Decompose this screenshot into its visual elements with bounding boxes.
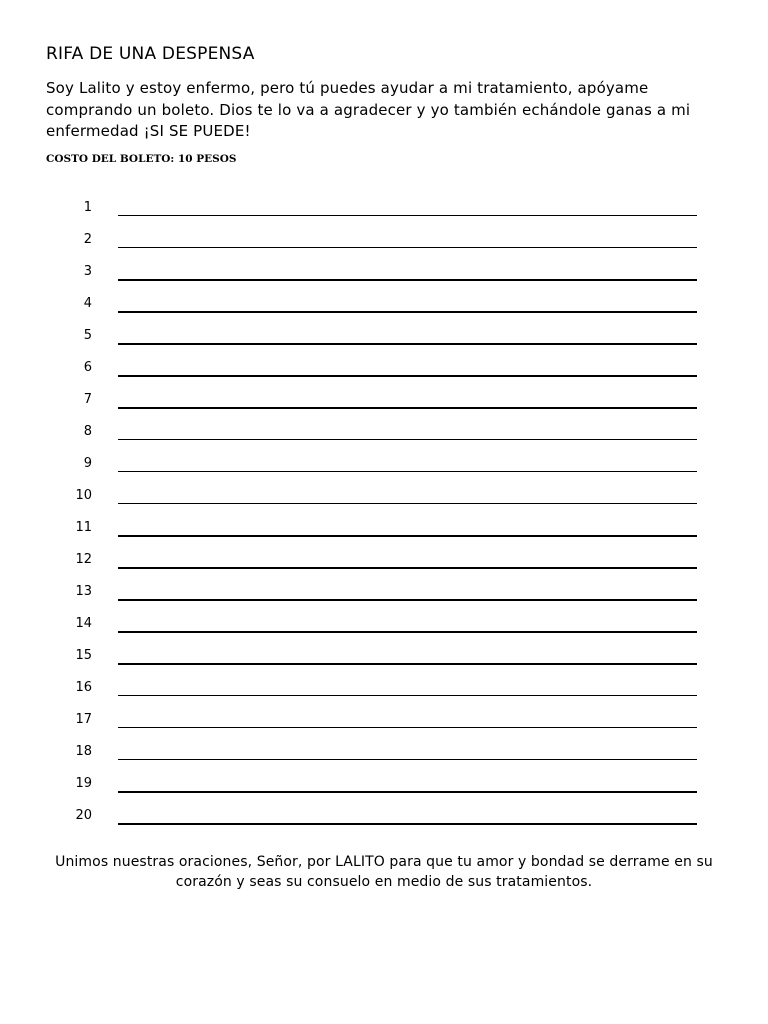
ticket-number: 3 bbox=[83, 264, 92, 279]
ticket-row bbox=[80, 292, 700, 324]
ticket-name-line[interactable] bbox=[118, 759, 697, 760]
ticket-name-line[interactable] bbox=[118, 663, 697, 665]
ticket-row bbox=[80, 388, 700, 420]
ticket-row bbox=[80, 324, 700, 356]
ticket-row bbox=[75, 516, 700, 548]
ticket-name-line[interactable] bbox=[118, 215, 697, 216]
ticket-name-line[interactable] bbox=[118, 407, 697, 409]
ticket-name-line[interactable] bbox=[118, 631, 697, 633]
ticket-number: 6 bbox=[83, 360, 92, 375]
intro-paragraph: Soy Lalito y estoy enfermo, pero tú puedes ayudar a mi tratamiento, apóyame comprando un boleto. Dios te lo va a agradecer y yo también echándole ganas a mi enfermedad ¡SI SE PUEDE! bbox=[46, 79, 691, 140]
ticket-name-line[interactable] bbox=[118, 727, 697, 728]
ticket-number: 10 bbox=[75, 488, 92, 503]
ticket-name-line[interactable] bbox=[118, 567, 697, 569]
ticket-name-line[interactable] bbox=[118, 311, 697, 313]
ticket-number: 14 bbox=[75, 616, 92, 631]
prayer-text: Unimos nuestras oraciones, Señor, por LALITO para que tu amor y bondad se derrame en su corazón y seas su consuelo en medio de sus tratamientos. bbox=[55, 854, 713, 890]
ticket-name-line[interactable] bbox=[118, 471, 697, 472]
ticket-number: 9 bbox=[83, 456, 92, 471]
ticket-row bbox=[75, 484, 700, 516]
ticket-number: 12 bbox=[75, 552, 92, 567]
ticket-row bbox=[80, 228, 700, 260]
ticket-number: 16 bbox=[75, 680, 92, 695]
ticket-number: 4 bbox=[83, 296, 92, 311]
ticket-name-line[interactable] bbox=[118, 791, 697, 793]
ticket-row bbox=[75, 804, 700, 836]
ticket-number: 7 bbox=[83, 392, 92, 407]
ticket-number: 13 bbox=[75, 584, 92, 599]
ticket-number: 5 bbox=[83, 328, 92, 343]
ticket-name-line[interactable] bbox=[118, 343, 697, 345]
ticket-number: 2 bbox=[83, 232, 92, 247]
ticket-name-line[interactable] bbox=[118, 503, 697, 504]
ticket-number: 15 bbox=[75, 648, 92, 663]
ticket-name-line[interactable] bbox=[118, 599, 697, 601]
ticket-number: 18 bbox=[75, 744, 92, 759]
ticket-name-line[interactable] bbox=[118, 439, 697, 440]
ticket-row bbox=[75, 708, 700, 740]
ticket-row bbox=[80, 260, 700, 292]
ticket-row bbox=[75, 580, 700, 612]
ticket-number: 11 bbox=[75, 520, 92, 535]
ticket-name-line[interactable] bbox=[118, 535, 697, 537]
ticket-row bbox=[75, 772, 700, 804]
ticket-number: 8 bbox=[83, 424, 92, 439]
ticket-number: 1 bbox=[83, 200, 92, 215]
ticket-name-line[interactable] bbox=[118, 375, 697, 377]
ticket-row bbox=[75, 644, 700, 676]
ticket-name-line[interactable] bbox=[118, 279, 697, 281]
ticket-row bbox=[75, 548, 700, 580]
ticket-row bbox=[80, 452, 700, 484]
ticket-number: 19 bbox=[75, 776, 92, 791]
ticket-row bbox=[75, 612, 700, 644]
ticket-row bbox=[80, 196, 700, 228]
ticket-cost: COSTO DEL BOLETO: 10 PESOS bbox=[46, 153, 237, 165]
ticket-list bbox=[75, 196, 700, 836]
ticket-name-line[interactable] bbox=[118, 247, 697, 248]
ticket-name-line[interactable] bbox=[118, 823, 697, 825]
ticket-number: 17 bbox=[75, 712, 92, 727]
ticket-row bbox=[80, 356, 700, 388]
ticket-row bbox=[75, 740, 700, 772]
ticket-number: 20 bbox=[75, 808, 92, 823]
ticket-row bbox=[75, 676, 700, 708]
ticket-row bbox=[80, 420, 700, 452]
page-title: RIFA DE UNA DESPENSA bbox=[46, 44, 255, 64]
ticket-name-line[interactable] bbox=[118, 695, 697, 696]
